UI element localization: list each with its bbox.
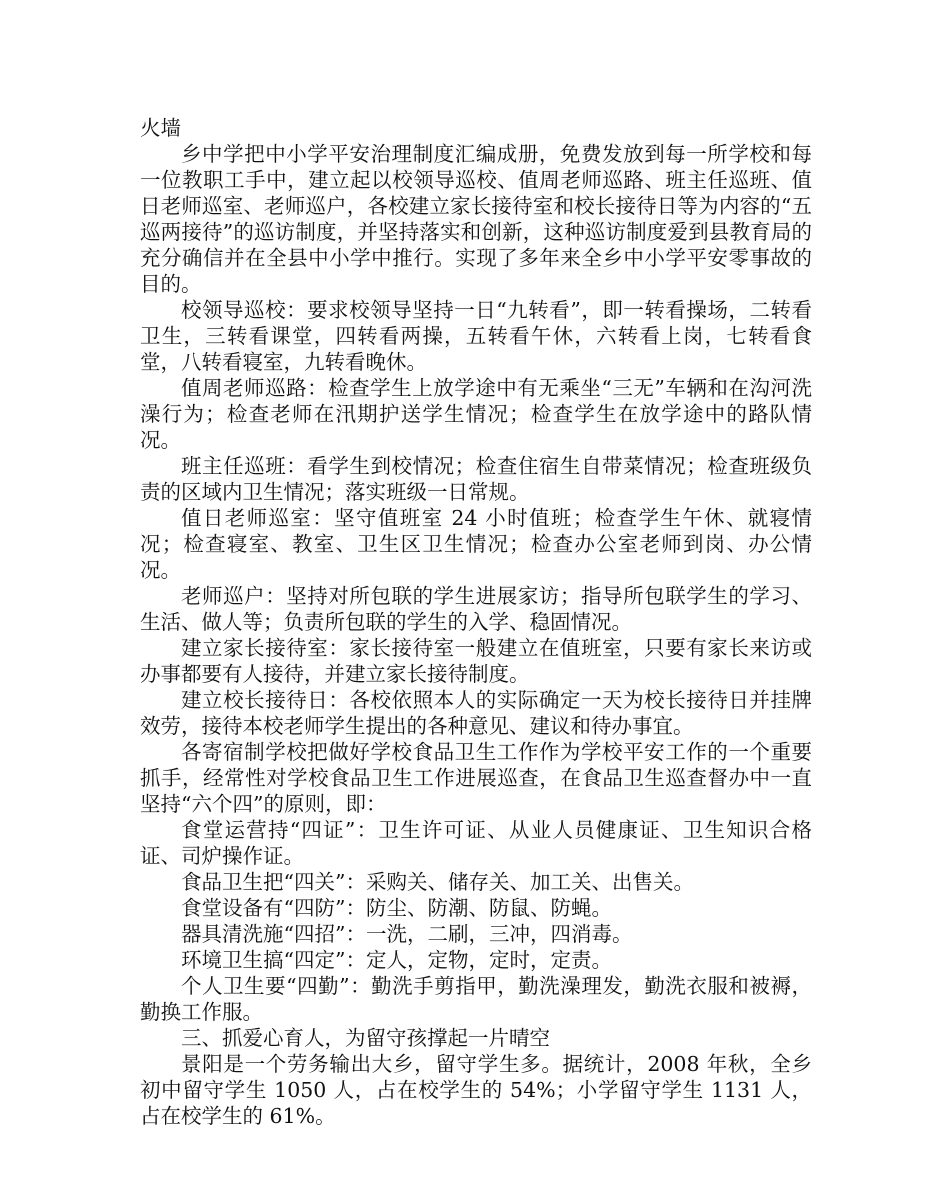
paragraph-10: 食堂运营持“四证”：卫生许可证、从业人员健康证、卫生知识合格证、司炉操作证。 xyxy=(140,818,812,868)
paragraph-14: 环境卫生搞“四定”：定人，定物，定时，定责。 xyxy=(181,948,612,972)
paragraph-11: 食品卫生把“四关”：采购关、储存关、加工关、出售关。 xyxy=(181,870,694,894)
paragraph-17: 景阳是一个劳务输出大乡，留守学生多。据统计，2008 年秋，全乡初中留守学生 1050 人，占在校学生的 54%；小学留守学生 1131 人，占在校学生的 61%。 xyxy=(140,1052,812,1128)
paragraph-2: 校领导巡校：要求校领导坚持一日“九转看”，即一转看操场，二转看卫生，三转看课堂，四转看两操，五转看午休，六转看上岗，七转看食堂，八转看寝室，九转看晚休。 xyxy=(140,298,812,374)
paragraph-13: 器具清洗施“四招”：一洗，二刷，三冲，四消毒。 xyxy=(181,922,633,946)
paragraph-9: 各寄宿制学校把做好学校食品卫生工作作为学校平安工作的一个重要抓手，经常性对学校食品卫生工作进展巡查，在食品卫生巡查督办中一直坚持“六个四”的原则，即： xyxy=(140,740,812,816)
paragraph-5: 值日老师巡室：坚守值班室 24 小时值班；检查学生午休、就寝情况；检查寝室、教室、卫生区卫生情况；检查办公室老师到岗、办公情况。 xyxy=(140,506,812,582)
paragraph-7: 建立家长接待室：家长接待室一般建立在值班室，只要有家长来访或办事都要有人接待，并建立家长接待制度。 xyxy=(140,636,812,686)
paragraph-15: 个人卫生要“四勤”：勤洗手剪指甲，勤洗澡理发，勤洗衣服和被褥，勤换工作服。 xyxy=(140,974,812,1024)
paragraph-0: 火墙 xyxy=(140,116,181,140)
section-heading: 三、抓爱心育人，为留守孩撑起一片晴空 xyxy=(181,1026,550,1050)
paragraph-6: 老师巡户：坚持对所包联的学生进展家访；指导所包联学生的学习、生活、做人等；负责所包联的学生的入学、稳固情况。 xyxy=(140,584,812,634)
paragraph-3: 值周老师巡路：检查学生上放学途中有无乘坐“三无”车辆和在沟河洗澡行为；检查老师在汛期护送学生情况；检查学生在放学途中的路队情况。 xyxy=(140,376,812,452)
document-body xyxy=(140,115,812,1129)
paragraph-8: 建立校长接待日：各校依照本人的实际确定一天为校长接待日并挂牌效劳，接待本校老师学生提出的各种意见、建议和待办事宜。 xyxy=(140,688,812,738)
paragraph-1: 乡中学把中小学平安治理制度汇编成册，免费发放到每一所学校和每一位教职工手中，建立起以校领导巡校、值周老师巡路、班主任巡班、值日老师巡室、老师巡户，各校建立家长接待室和校长接待日等为内容的“五巡两接待”的巡访制度，并坚持落实和创新，这种巡访制度爱到县教育局的充分确信并在全县中小学中推行。实现了多年来全乡中小学平安零事故的目的。 xyxy=(140,142,812,296)
paragraph-12: 食堂设备有“四防”：防尘、防潮、防鼠、防蝇。 xyxy=(181,896,612,920)
paragraph-4: 班主任巡班：看学生到校情况；检查住宿生自带菜情况；检查班级负责的区域内卫生情况；落实班级一日常规。 xyxy=(140,454,812,504)
